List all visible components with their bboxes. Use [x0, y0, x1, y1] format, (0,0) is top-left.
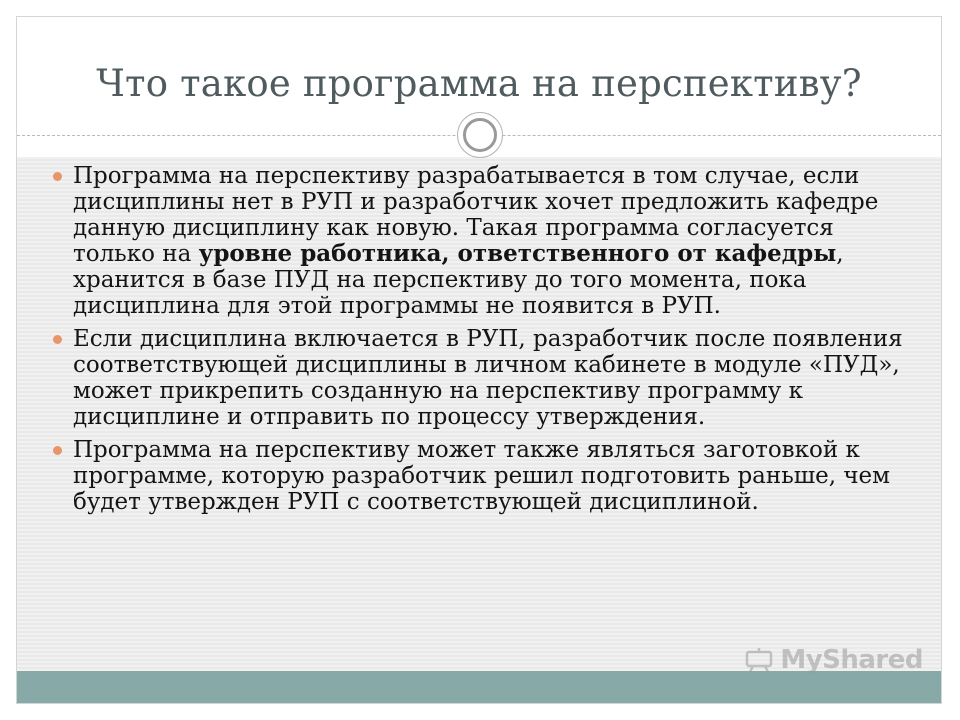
bullet-dot-icon: [53, 172, 62, 181]
slide-title: Что такое программа на перспективу?: [96, 62, 862, 105]
bullet-text-part: Если дисциплина включается в РУП, разработчик после появления соответствующей дисциплины в личном кабинете в модуле «ПУД», может прикрепить созданную на перспективу программу к дисциплине и отправить по процессу утверждения.: [73, 326, 903, 430]
watermark-text: MyShared: [780, 645, 923, 675]
bottom-bar: [17, 671, 941, 703]
bullet-dot-icon: [53, 335, 62, 344]
bullet-text: [73, 326, 903, 430]
bullet-text-part: , хранится в базе ПУД на перспективу до того момента, пока дисциплина для этой программы не появится в РУП.: [73, 241, 844, 319]
slide: [16, 16, 942, 704]
bullet-dot-icon: [53, 446, 62, 455]
bullet-text-part: Программа на перспективу может также являться заготовкой к программе, которую разработчик решил подготовить раньше, чем будет утвержден РУП с соответствующей дисциплиной.: [73, 437, 891, 515]
bullet-bold-text: уровне работника, ответственного от кафедры: [198, 240, 837, 267]
bullet-text: [73, 163, 878, 319]
bullet-item-3: [53, 437, 923, 515]
bullet-item-1: [53, 163, 923, 319]
bullet-text-part: Программа на перспективу разрабатывается в том случае, если дисциплины нет в РУП и разработчик хочет предложить кафедре данную дисциплину как новую. Такая программа согласуется только на: [73, 163, 879, 267]
circle-ornament-icon: [457, 112, 503, 158]
bullet-item-2: [53, 326, 923, 430]
watermark[interactable]: [744, 645, 923, 675]
bullet-text: [73, 437, 890, 515]
presentation-board-icon: [744, 648, 774, 672]
bullet-list: [53, 163, 923, 522]
